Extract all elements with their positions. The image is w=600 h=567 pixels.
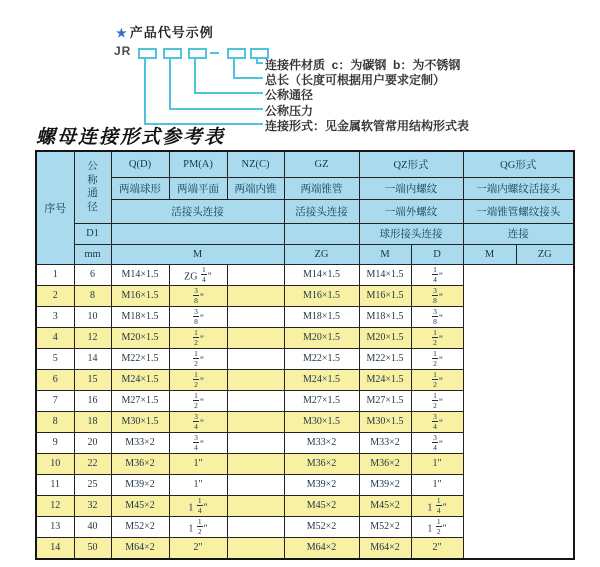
- header-empty-gz: [284, 223, 359, 244]
- header-gz-connection: 活接头连接: [284, 199, 359, 223]
- header-col-gz: GZ: [284, 151, 359, 177]
- cell-dn-mm: 50: [74, 537, 111, 559]
- header-nz-sub: 两端内锥: [227, 177, 284, 199]
- cell-qz-d: M18×1.5: [284, 306, 359, 327]
- cell-qg-m: M22×1.5: [359, 348, 411, 369]
- table-row: [36, 369, 574, 390]
- table-row: [36, 495, 574, 516]
- table-row: [36, 327, 574, 348]
- cell-gz-zg: 1": [169, 453, 227, 474]
- cell-seq: 10: [36, 453, 74, 474]
- cell-seq: 7: [36, 390, 74, 411]
- header-qz-m: M: [359, 244, 411, 264]
- table-row: [36, 306, 574, 327]
- header-d1: D1: [74, 223, 111, 244]
- cell-m: M33×2: [111, 432, 169, 453]
- cell-qg-m: M36×2: [359, 453, 411, 474]
- code-box-1: [138, 48, 157, 59]
- cell-dn-mm: 14: [74, 348, 111, 369]
- cell-qg-zg: 2": [411, 537, 463, 559]
- cell-gz-zg: $\frac{1}{2}$ ": [169, 369, 227, 390]
- cell-qg-m: M20×1.5: [359, 327, 411, 348]
- cell-qz-m: [227, 285, 284, 306]
- header-gz-unit: ZG: [284, 244, 359, 264]
- cell-gz-zg: $\frac{3}{4}$ ": [169, 411, 227, 432]
- cell-seq: 13: [36, 516, 74, 537]
- cell-qg-m: M14×1.5: [359, 264, 411, 285]
- table-row: [36, 537, 574, 559]
- cell-seq: 3: [36, 306, 74, 327]
- cell-dn-mm: 40: [74, 516, 111, 537]
- cell-qz-d: M27×1.5: [284, 390, 359, 411]
- cell-m: M64×2: [111, 537, 169, 559]
- header-col-nz: NZ(C): [227, 151, 284, 177]
- cell-qg-m: M45×2: [359, 495, 411, 516]
- code-label-pressure: 公称压力: [265, 104, 314, 118]
- code-box-3: [188, 48, 207, 59]
- cell-qz-d: M14×1.5: [284, 264, 359, 285]
- table-row: [36, 348, 574, 369]
- cell-gz-zg: 2": [169, 537, 227, 559]
- cell-dn-mm: 32: [74, 495, 111, 516]
- cell-qz-m: [227, 495, 284, 516]
- cell-qz-m: [227, 369, 284, 390]
- cell-qg-zg: $\frac{1}{2}$ ": [411, 327, 463, 348]
- cell-qz-d: M20×1.5: [284, 327, 359, 348]
- cell-qg-zg: $\frac{3}{4}$ ": [411, 432, 463, 453]
- cell-qg-m: M64×2: [359, 537, 411, 559]
- cell-gz-zg: 1 $\frac{1}{4}$ ": [169, 495, 227, 516]
- cell-qg-m: M39×2: [359, 474, 411, 495]
- header-m-label: M: [111, 244, 284, 264]
- code-dash: [210, 52, 219, 54]
- connector-line: [233, 57, 235, 79]
- cell-m: M14×1.5: [111, 264, 169, 285]
- cell-gz-zg: $\frac{1}{2}$ ": [169, 348, 227, 369]
- cell-qg-m: M33×2: [359, 432, 411, 453]
- header-gz-sub: 两端锥管: [284, 177, 359, 199]
- diagram-heading: [116, 22, 214, 41]
- header-qz-connection: 一端外螺纹: [359, 199, 463, 223]
- cell-qz-m: [227, 327, 284, 348]
- connector-line: [194, 57, 196, 94]
- cell-gz-zg: 1 $\frac{1}{2}$ ": [169, 516, 227, 537]
- connector-line: [194, 92, 263, 94]
- connector-line: [169, 57, 171, 110]
- cell-seq: 4: [36, 327, 74, 348]
- cell-m: M20×1.5: [111, 327, 169, 348]
- cell-dn-mm: 6: [74, 264, 111, 285]
- table-row: [36, 285, 574, 306]
- cell-qz-d: M22×1.5: [284, 348, 359, 369]
- cell-qz-m: [227, 453, 284, 474]
- star-icon: ★: [116, 26, 128, 40]
- cell-dn-mm: 10: [74, 306, 111, 327]
- connector-line: [169, 108, 263, 110]
- cell-gz-zg: $\frac{3}{8}$ ": [169, 306, 227, 327]
- table-row: [36, 432, 574, 453]
- cell-qz-d: M24×1.5: [284, 369, 359, 390]
- cell-qz-m: [227, 411, 284, 432]
- table-row: [36, 516, 574, 537]
- cell-m: M27×1.5: [111, 390, 169, 411]
- cell-qg-m: M52×2: [359, 516, 411, 537]
- cell-qz-d: M36×2: [284, 453, 359, 474]
- cell-qz-d: M30×1.5: [284, 411, 359, 432]
- code-label-material: 连接件材质 c：为碳钢 b：为不锈钢: [265, 58, 461, 72]
- cell-dn-mm: 8: [74, 285, 111, 306]
- header-qz-sub: 一端内螺纹: [359, 177, 463, 199]
- cell-gz-zg: $\frac{3}{8}$ ": [169, 285, 227, 306]
- cell-seq: 9: [36, 432, 74, 453]
- connector-line: [256, 62, 263, 64]
- cell-qg-zg: $\frac{3}{8}$ ": [411, 285, 463, 306]
- header-empty-m-span: [111, 223, 284, 244]
- cell-qg-zg: $\frac{1}{2}$ ": [411, 390, 463, 411]
- table-row: [36, 390, 574, 411]
- cell-m: M36×2: [111, 453, 169, 474]
- cell-dn-mm: 25: [74, 474, 111, 495]
- cell-qz-m: [227, 537, 284, 559]
- cell-gz-zg: $\frac{1}{2}$ ": [169, 327, 227, 348]
- header-col-pm: PM(A): [169, 151, 227, 177]
- header-dia-text: 公称通径: [87, 160, 98, 213]
- header-qz-join: 球形接头连接: [359, 223, 463, 244]
- cell-qg-zg: $\frac{1}{2}$ ": [411, 369, 463, 390]
- cell-seq: 8: [36, 411, 74, 432]
- connector-line: [144, 57, 146, 125]
- table-row: [36, 474, 574, 495]
- nut-connection-table: [35, 150, 575, 560]
- cell-gz-zg: ZG $\frac{1}{4}$ ": [169, 264, 227, 285]
- cell-qg-m: M18×1.5: [359, 306, 411, 327]
- header-col-qg: QG形式: [463, 151, 574, 177]
- cell-qg-m: M24×1.5: [359, 369, 411, 390]
- cell-seq: 1: [36, 264, 74, 285]
- header-qg-m: M: [463, 244, 516, 264]
- header-qg-join: 连接: [463, 223, 574, 244]
- code-prefix: JR: [114, 44, 132, 58]
- cell-seq: 11: [36, 474, 74, 495]
- header-col-qz: QZ形式: [359, 151, 463, 177]
- cell-qg-zg: 1 $\frac{1}{4}$ ": [411, 495, 463, 516]
- header-q-sub: 两端球形: [111, 177, 169, 199]
- header-seq: [36, 151, 74, 264]
- code-box-4: [227, 48, 246, 59]
- cell-qz-m: [227, 306, 284, 327]
- cell-seq: 12: [36, 495, 74, 516]
- cell-dn-mm: 15: [74, 369, 111, 390]
- header-qg-connection: 一端锥管螺纹接头: [463, 199, 574, 223]
- cell-qz-d: M16×1.5: [284, 285, 359, 306]
- table-row: [36, 264, 574, 285]
- cell-qg-m: M27×1.5: [359, 390, 411, 411]
- cell-m: M24×1.5: [111, 369, 169, 390]
- cell-seq: 5: [36, 348, 74, 369]
- cell-m: M18×1.5: [111, 306, 169, 327]
- cell-qg-zg: $\frac{3}{4}$ ": [411, 411, 463, 432]
- cell-m: M39×2: [111, 474, 169, 495]
- table-title: 螺母连接形式参考表: [36, 126, 226, 148]
- code-label-length: 总长（长度可根据用户要求定制）: [265, 73, 446, 87]
- cell-seq: 14: [36, 537, 74, 559]
- header-qz-d: D: [411, 244, 463, 264]
- diagram-heading-text: 产品代号示例: [129, 25, 214, 40]
- code-label-diameter: 公称通径: [265, 88, 314, 102]
- header-pm-sub: 两端平面: [169, 177, 227, 199]
- cell-dn-mm: 22: [74, 453, 111, 474]
- cell-qz-d: M33×2: [284, 432, 359, 453]
- cell-m: M45×2: [111, 495, 169, 516]
- header-qg-zg: ZG: [516, 244, 574, 264]
- cell-qg-zg: $\frac{1}{4}$ ": [411, 264, 463, 285]
- cell-qz-m: [227, 264, 284, 285]
- cell-qz-m: [227, 348, 284, 369]
- cell-qz-d: M45×2: [284, 495, 359, 516]
- cell-qz-m: [227, 432, 284, 453]
- product-code-diagram: [0, 0, 600, 140]
- cell-qz-d: M64×2: [284, 537, 359, 559]
- header-union-connection: 活接头连接: [111, 199, 284, 223]
- code-box-2: [163, 48, 182, 59]
- cell-qg-m: M16×1.5: [359, 285, 411, 306]
- table-row: [36, 411, 574, 432]
- cell-m: M52×2: [111, 516, 169, 537]
- cell-m: M22×1.5: [111, 348, 169, 369]
- cell-dn-mm: 20: [74, 432, 111, 453]
- table-row: [36, 453, 574, 474]
- cell-seq: 6: [36, 369, 74, 390]
- cell-qz-m: [227, 474, 284, 495]
- header-qg-sub: 一端内螺纹活接头: [463, 177, 574, 199]
- cell-gz-zg: 1": [169, 474, 227, 495]
- code-label-connection: 连接形式：见金属软管常用结构形式表: [265, 119, 470, 133]
- cell-qz-m: [227, 390, 284, 411]
- cell-qz-d: M52×2: [284, 516, 359, 537]
- cell-gz-zg: $\frac{1}{2}$ ": [169, 390, 227, 411]
- connector-line: [233, 77, 263, 79]
- cell-m: M30×1.5: [111, 411, 169, 432]
- cell-qg-zg: 1": [411, 474, 463, 495]
- cell-m: M16×1.5: [111, 285, 169, 306]
- cell-qg-zg: 1": [411, 453, 463, 474]
- cell-seq: 2: [36, 285, 74, 306]
- cell-dn-mm: 18: [74, 411, 111, 432]
- cell-qz-d: M39×2: [284, 474, 359, 495]
- cell-qg-zg: $\frac{3}{8}$ ": [411, 306, 463, 327]
- header-mm: mm: [74, 244, 111, 264]
- header-dia: [74, 151, 111, 223]
- header-seq-text: 序号: [44, 202, 67, 215]
- cell-gz-zg: $\frac{3}{4}$ ": [169, 432, 227, 453]
- cell-qz-m: [227, 516, 284, 537]
- cell-qg-zg: 1 $\frac{1}{2}$ ": [411, 516, 463, 537]
- header-col-q: Q(D): [111, 151, 169, 177]
- cell-qg-m: M30×1.5: [359, 411, 411, 432]
- cell-dn-mm: 16: [74, 390, 111, 411]
- cell-dn-mm: 12: [74, 327, 111, 348]
- cell-qg-zg: $\frac{1}{2}$ ": [411, 348, 463, 369]
